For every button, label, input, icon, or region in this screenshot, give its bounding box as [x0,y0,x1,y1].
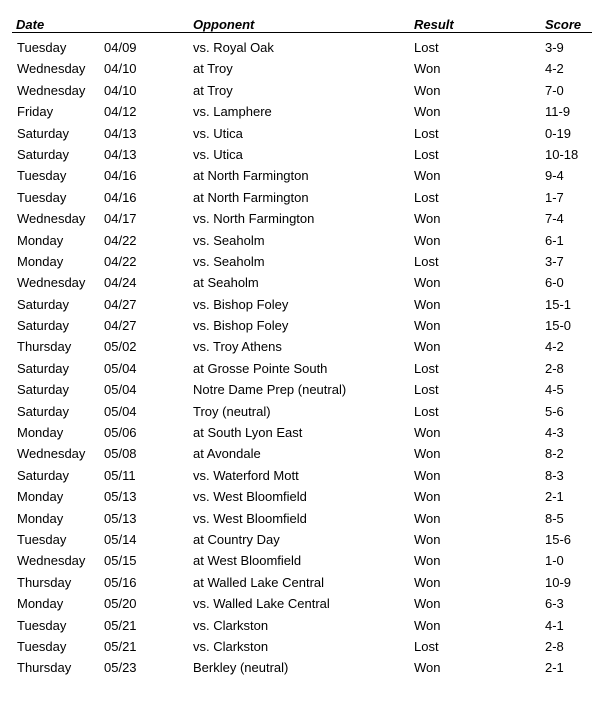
game-date: 04/27 [104,296,137,312]
game-score: 15-1 [545,296,572,312]
game-date: 05/06 [104,425,137,441]
game-opponent: vs. Seaholm [193,232,265,248]
game-opponent: vs. Bishop Foley [193,318,289,334]
game-day: Wednesday [17,446,86,462]
game-result: Won [414,275,441,291]
game-opponent: Notre Dame Prep (neutral) [193,382,347,398]
game-result: Won [414,296,441,312]
game-opponent: vs. Lamphere [193,104,272,120]
game-score: 7-4 [545,211,564,227]
game-score: 7-0 [545,82,564,98]
game-date: 04/27 [104,318,137,334]
game-result: Won [414,104,441,120]
game-opponent: at Troy [193,61,233,77]
game-opponent: Berkley (neutral) [193,660,289,676]
game-result: Won [414,489,441,505]
game-opponent: vs. Utica [193,146,243,162]
game-date: 05/21 [104,617,137,633]
game-day: Saturday [17,318,70,334]
game-score: 1-0 [545,553,564,569]
game-result: Won [414,232,441,248]
game-score: 3-9 [545,40,564,55]
header-score: Score [545,17,582,32]
game-day: Friday [17,104,54,120]
game-date: 04/13 [104,125,137,141]
game-opponent: vs. Seaholm [193,253,265,269]
game-score: 3-7 [545,253,564,269]
game-result: Lost [414,40,439,55]
game-result: Lost [414,382,439,398]
game-score: 15-0 [545,318,572,334]
game-opponent: at Avondale [193,446,261,462]
game-opponent: vs. Utica [193,125,243,141]
table-row [0,230,607,251]
game-date: 05/23 [104,660,137,676]
game-day: Saturday [17,403,70,419]
game-date: 05/04 [104,403,137,419]
game-date: 04/17 [104,211,137,227]
game-opponent: vs. Royal Oak [193,40,274,55]
table-row [0,572,607,593]
game-score: 11-9 [545,104,571,120]
game-day: Saturday [17,125,70,141]
game-opponent: at Troy [193,82,233,98]
game-day: Monday [17,253,64,269]
game-result: Lost [414,403,439,419]
game-score: 6-0 [545,275,564,291]
game-day: Thursday [17,339,72,355]
game-day: Saturday [17,146,70,162]
game-day: Tuesday [17,638,67,654]
table-row [0,508,607,529]
game-result: Won [414,211,441,227]
game-score: 4-5 [545,382,564,398]
game-score: 4-1 [545,617,564,633]
game-result: Lost [414,638,439,654]
table-row [0,422,607,443]
game-date: 05/02 [104,339,137,355]
table-row [0,80,607,101]
game-opponent: at North Farmington [193,168,309,184]
game-day: Saturday [17,382,70,398]
game-opponent: vs. Clarkston [193,617,269,633]
game-date: 05/21 [104,638,137,654]
game-score: 4-3 [545,425,564,441]
game-opponent: at Walled Lake Central [193,574,325,590]
game-date: 05/14 [104,531,137,547]
game-day: Wednesday [17,211,86,227]
game-result: Won [414,61,441,77]
game-opponent: vs. Bishop Foley [193,296,289,312]
table-row [0,636,607,657]
game-day: Saturday [17,360,70,376]
game-day: Monday [17,425,64,441]
game-score: 0-19 [545,125,572,141]
game-date: 04/22 [104,232,137,248]
game-day: Monday [17,232,64,248]
game-date: 05/13 [104,510,137,526]
game-day: Wednesday [17,61,86,77]
game-date: 04/10 [104,82,137,98]
game-opponent: at Country Day [193,531,280,547]
table-row [0,657,607,678]
game-date: 05/15 [104,553,137,569]
game-day: Tuesday [17,168,67,184]
table-row [0,358,607,379]
game-date: 05/08 [104,446,137,462]
table-row [0,336,607,357]
game-date: 05/04 [104,360,137,376]
game-opponent: at North Farmington [193,189,309,205]
game-opponent: vs. West Bloomfield [193,510,307,526]
game-score: 2-1 [545,660,564,676]
game-day: Wednesday [17,82,86,98]
game-day: Monday [17,510,64,526]
table-row [0,251,607,272]
game-score: 8-3 [545,467,564,483]
game-day: Saturday [17,296,70,312]
game-score: 4-2 [545,339,564,355]
table-row [0,401,607,422]
game-score: 10-18 [545,146,579,162]
game-score: 6-3 [545,596,564,612]
game-score: 15-6 [545,531,572,547]
game-date: 05/04 [104,382,137,398]
game-result: Won [414,446,441,462]
game-date: 05/16 [104,574,137,590]
game-day: Tuesday [17,617,67,633]
table-row [0,58,607,79]
game-score: 2-1 [545,489,564,505]
table-header [0,16,607,33]
game-opponent: vs. Troy Athens [193,339,282,355]
game-result: Won [414,339,441,355]
game-result: Won [414,617,441,633]
game-date: 05/13 [104,489,137,505]
game-result: Won [414,553,441,569]
game-date: 04/10 [104,61,137,77]
game-opponent: Troy (neutral) [193,403,271,419]
game-result: Won [414,510,441,526]
game-result: Lost [414,253,439,269]
game-opponent: vs. Waterford Mott [193,467,299,483]
table-row [0,187,607,208]
game-day: Saturday [17,467,70,483]
table-row [0,550,607,571]
game-date: 04/09 [104,40,137,55]
game-day: Tuesday [17,40,67,55]
game-date: 04/16 [104,189,137,205]
table-row [0,208,607,229]
game-result: Lost [414,125,439,141]
game-date: 04/13 [104,146,137,162]
game-day: Thursday [17,660,72,676]
table-row [0,294,607,315]
table-body [0,37,607,679]
game-day: Monday [17,489,64,505]
game-date: 04/16 [104,168,137,184]
game-opponent: at West Bloomfield [193,553,302,569]
table-row [0,379,607,400]
game-result: Lost [414,360,439,376]
game-opponent: vs. Walled Lake Central [193,596,330,612]
game-opponent: at Grosse Pointe South [193,360,328,376]
game-score: 10-9 [545,574,572,590]
table-row [0,593,607,614]
header-result: Result [414,17,454,32]
game-result: Won [414,467,441,483]
header-opponent: Opponent [193,17,255,32]
game-score: 6-1 [545,232,564,248]
game-day: Thursday [17,574,72,590]
header-divider [12,32,592,33]
game-date: 05/20 [104,596,137,612]
game-result: Won [414,531,441,547]
table-row [0,165,607,186]
game-date: 05/11 [104,467,136,483]
game-result: Won [414,596,441,612]
table-row [0,144,607,165]
game-day: Wednesday [17,275,86,291]
game-opponent: vs. Clarkston [193,638,269,654]
game-result: Won [414,82,441,98]
table-row [0,37,607,58]
game-opponent: vs. West Bloomfield [193,489,307,505]
game-score: 1-7 [545,189,564,205]
game-result: Won [414,574,441,590]
table-row [0,615,607,636]
game-day: Tuesday [17,189,67,205]
game-score: 8-2 [545,446,564,462]
game-result: Won [414,168,441,184]
header-date: Date [16,17,45,32]
game-opponent: vs. North Farmington [193,211,315,227]
table-row [0,443,607,464]
table-row [0,101,607,122]
game-date: 04/22 [104,253,137,269]
game-result: Won [414,425,441,441]
game-result: Lost [414,189,439,205]
game-day: Monday [17,596,64,612]
table-row [0,272,607,293]
game-score: 2-8 [545,638,564,654]
table-row [0,315,607,336]
table-row [0,123,607,144]
game-score: 2-8 [545,360,564,376]
game-score: 4-2 [545,61,564,77]
game-date: 04/24 [104,275,137,291]
game-result: Lost [414,146,439,162]
game-result: Won [414,318,441,334]
game-result: Won [414,660,441,676]
game-date: 04/12 [104,104,137,120]
game-opponent: at South Lyon East [193,425,303,441]
table-row [0,529,607,550]
game-score: 8-5 [545,510,564,526]
game-score: 9-4 [545,168,564,184]
table-row [0,465,607,486]
game-day: Wednesday [17,553,86,569]
game-day: Tuesday [17,531,67,547]
game-score: 5-6 [545,403,564,419]
table-row [0,486,607,507]
game-opponent: at Seaholm [193,275,259,291]
